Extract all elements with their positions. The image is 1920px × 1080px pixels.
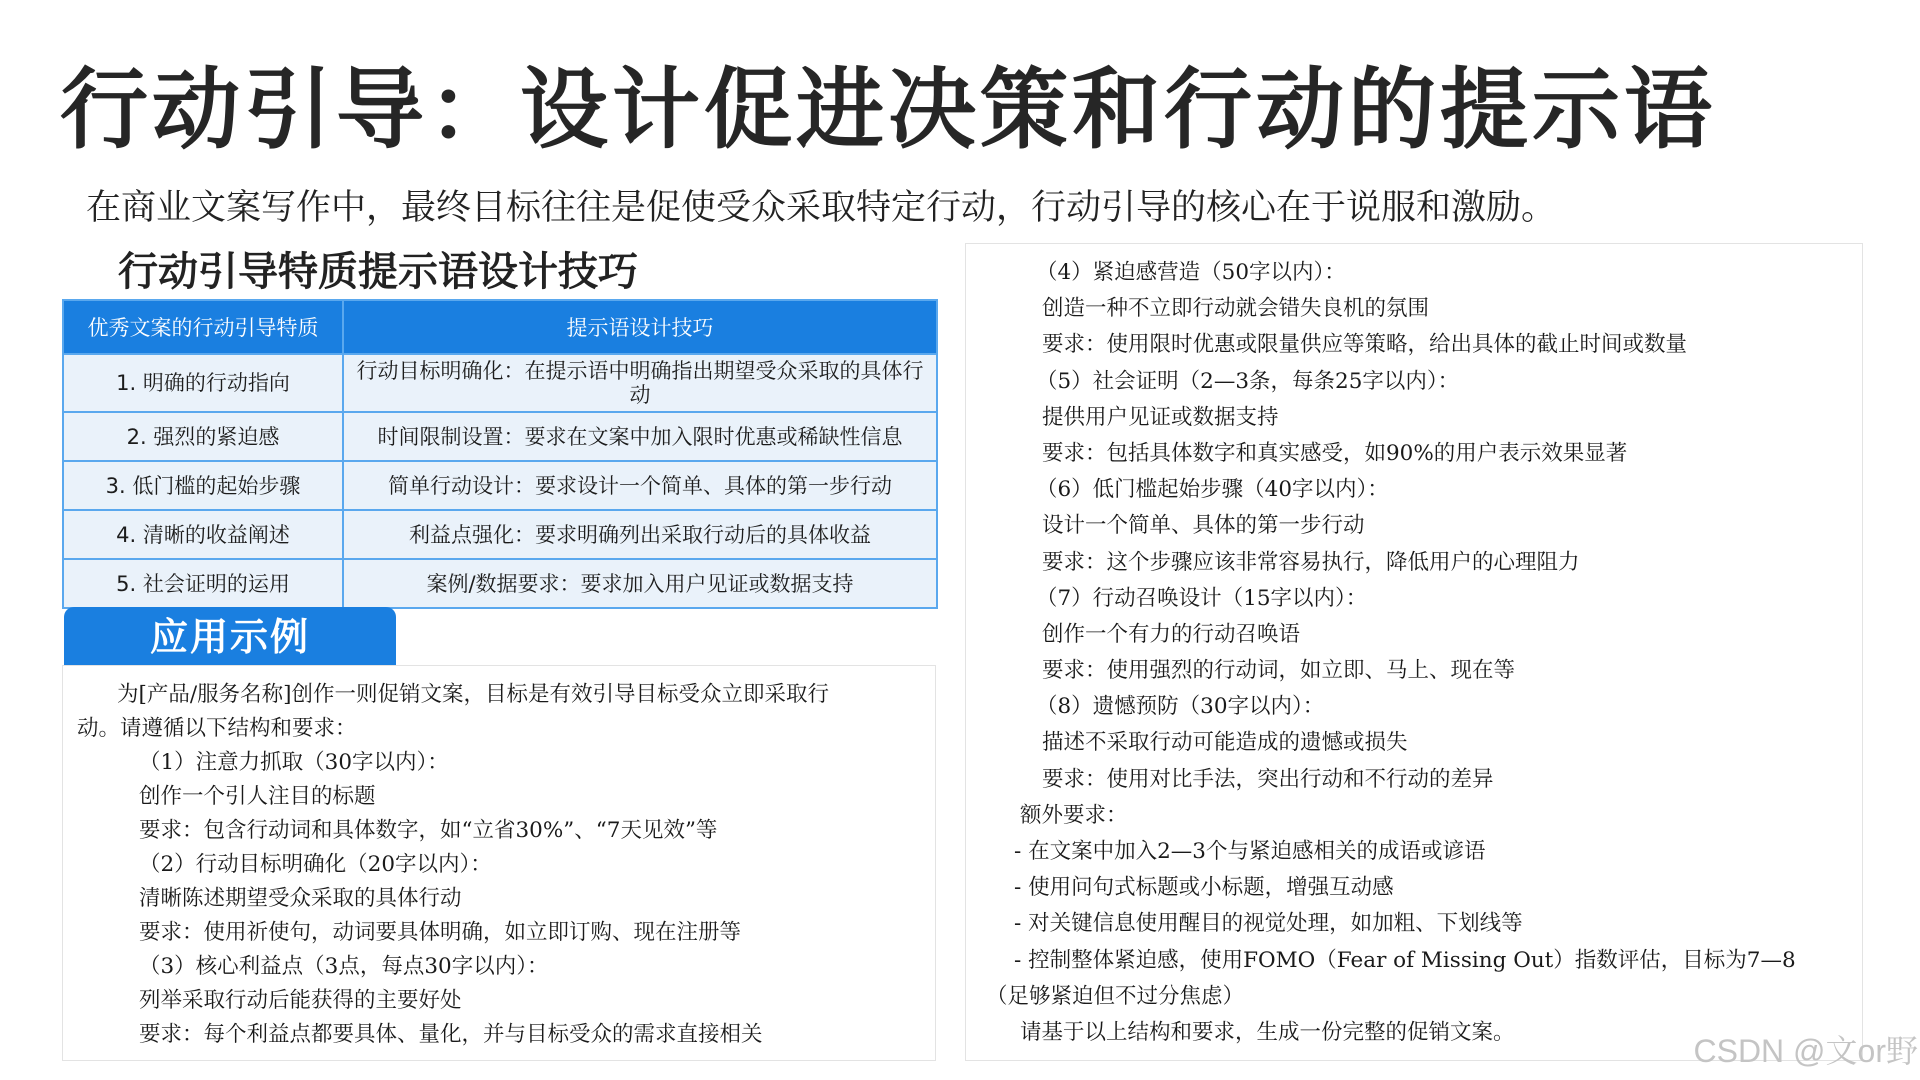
table-cell-trait: 2. 强烈的紧迫感 — [63, 412, 343, 461]
prompt-line: 动。请遵循以下结构和要求： — [77, 716, 357, 741]
table-cell-technique: 时间限制设置：要求在文案中加入限时优惠或稀缺性信息 — [343, 412, 937, 461]
prompt-line: 设计一个简单、具体的第一步行动 — [1042, 513, 1365, 539]
table-cell-technique: 简单行动设计：要求设计一个简单、具体的第一步行动 — [343, 461, 937, 510]
example-tab: 应用示例 — [64, 607, 396, 665]
prompt-line: 列举采取行动后能获得的主要好处 — [139, 988, 462, 1013]
prompt-line: （6）低门槛起始步骤（40字以内）： — [1036, 477, 1389, 503]
prompt-line: 提供用户见证或数据支持 — [1042, 404, 1279, 430]
prompt-line: - 控制整体紧迫感，使用FOMO（Fear of Missing Out）指数评估，目标为7—8 — [1014, 947, 1796, 973]
prompt-line: 要求：这个步骤应该非常容易执行，降低用户的心理阻力 — [1042, 549, 1580, 575]
prompt-line: （1）注意力抓取（30字以内）： — [139, 750, 449, 775]
prompt-line: （8）遗憾预防（30字以内）： — [1036, 694, 1325, 720]
table-header-row — [63, 300, 937, 354]
section-heading: 行动引导特质提示语设计技巧 — [118, 249, 638, 295]
prompt-line: - 在文案中加入2—3个与紧迫感相关的成语或谚语 — [1014, 839, 1486, 864]
prompt-line: 描述不采取行动可能造成的遗憾或损失 — [1042, 730, 1408, 756]
table-cell-trait: 5. 社会证明的运用 — [63, 559, 343, 608]
prompt-line: - 对关键信息使用醒目的视觉处理，如加粗、下划线等 — [1014, 911, 1523, 937]
prompt-line: 创造一种不立即行动就会错失良机的氛围 — [1042, 296, 1430, 322]
table-cell-technique: 行动目标明确化：在提示语中明确指出期望受众采取的具体行动 — [343, 354, 937, 412]
prompt-line: （5）社会证明（2—3条，每条25字以内）： — [1036, 368, 1460, 394]
prompt-line: 要求：包括具体数字和真实感受，如90%的用户表示效果显著 — [1042, 440, 1628, 466]
watermark: CSDN @文or野 — [1693, 1033, 1918, 1069]
prompt-line: 要求：使用强烈的行动词，如立即、马上、现在等 — [1042, 658, 1516, 684]
prompt-line: 创作一个有力的行动召唤语 — [1042, 621, 1301, 647]
prompt-line: 请基于以上结构和要求，生成一份完整的促销文案。 — [1020, 1019, 1515, 1045]
tips-table — [62, 299, 938, 609]
table-cell-technique: 案例/数据要求：要求加入用户见证或数据支持 — [343, 559, 937, 608]
prompt-panel-left — [62, 665, 936, 1061]
prompt-line: 额外要求： — [1020, 802, 1128, 828]
prompt-line: 为[产品/服务名称]创作一则促销文案，目标是有效引导目标受众立即采取行 — [117, 682, 830, 707]
prompt-line: 清晰陈述期望受众采取的具体行动 — [139, 886, 462, 911]
prompt-line: （3）核心利益点（3点，每点30字以内）： — [139, 954, 549, 979]
prompt-line: （足够紧迫但不过分焦虑） — [986, 983, 1245, 1009]
table-cell-trait: 1. 明确的行动指向 — [63, 354, 343, 412]
table-row — [63, 412, 937, 461]
table-header-technique: 提示语设计技巧 — [343, 300, 937, 354]
prompt-line: （4）紧迫感营造（50字以内）： — [1036, 260, 1346, 285]
table-row — [63, 559, 937, 608]
prompt-line: - 使用问句式标题或小标题，增强互动感 — [1014, 875, 1394, 901]
prompt-line: 要求：每个利益点都要具体、量化，并与目标受众的需求直接相关 — [139, 1022, 763, 1047]
prompt-line: 要求：使用限时优惠或限量供应等策略，给出具体的截止时间或数量 — [1042, 332, 1688, 358]
page-title: 行动引导：设计促进决策和行动的提示语 — [60, 58, 1717, 161]
prompt-line: 要求：使用祈使句，动词要具体明确，如立即订购、现在注册等 — [139, 920, 742, 945]
prompt-line: 要求：使用对比手法，突出行动和不行动的差异 — [1042, 766, 1494, 792]
prompt-line: （7）行动召唤设计（15字以内）： — [1036, 585, 1368, 611]
table-row — [63, 354, 937, 412]
table-row — [63, 510, 937, 559]
prompt-line: 创作一个引人注目的标题 — [139, 784, 376, 809]
table-cell-trait: 4. 清晰的收益阐述 — [63, 510, 343, 559]
table-cell-technique: 利益点强化：要求明确列出采取行动后的具体收益 — [343, 510, 937, 559]
prompt-line: 要求：包含行动词和具体数字，如“立省30%”、“7天见效”等 — [139, 818, 718, 843]
prompt-line: （2）行动目标明确化（20字以内）： — [139, 852, 492, 877]
table-cell-trait: 3. 低门槛的起始步骤 — [63, 461, 343, 510]
table-header-trait: 优秀文案的行动引导特质 — [63, 300, 343, 354]
table-row — [63, 461, 937, 510]
prompt-panel-right — [965, 243, 1863, 1061]
page-subtitle: 在商业文案写作中，最终目标往往是促使受众采取特定行动，行动引导的核心在于说服和激励。 — [86, 188, 1557, 228]
